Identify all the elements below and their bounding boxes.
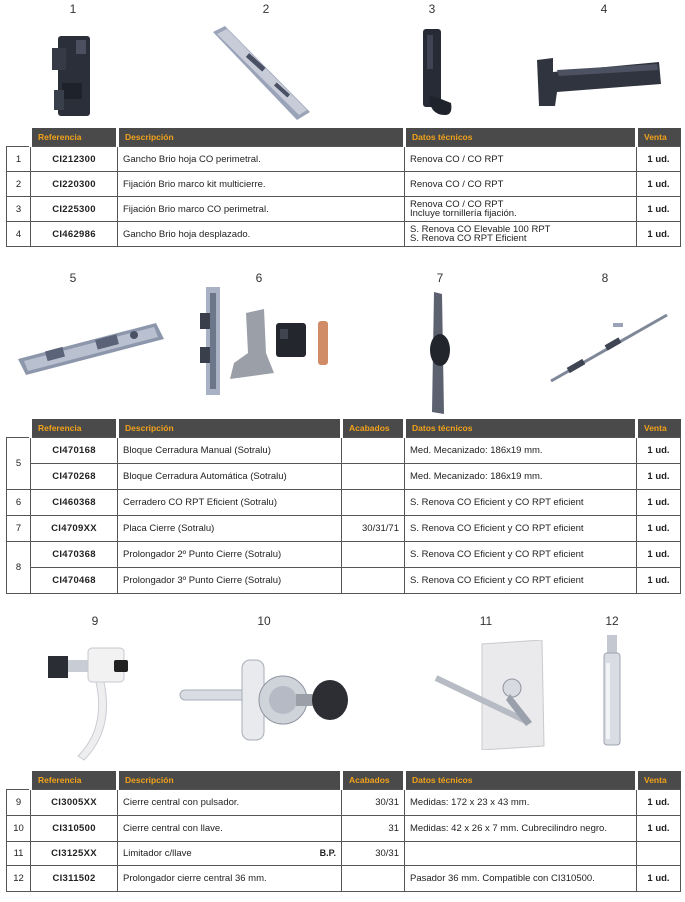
tech-line: Renova CO / CO RPT: [410, 153, 504, 165]
product-image-handle: [44, 640, 134, 765]
row-description-text: Limitador c/llave: [123, 848, 192, 859]
row-sale: 1 ud.: [637, 197, 681, 222]
row-tech: [405, 172, 637, 197]
row-sale: 1 ud.: [637, 790, 681, 816]
row-reference: CI470168: [31, 438, 118, 464]
row-tech: [405, 197, 637, 222]
header-sale: Venta: [637, 419, 681, 438]
header-sale: Venta: [637, 771, 681, 790]
row-index: 6: [7, 490, 31, 516]
tech-line: Renova CO / CO RPT: [410, 199, 504, 210]
row-reference: CI3005XX: [31, 790, 118, 816]
header-finish: Acabados: [342, 419, 405, 438]
row-reference: CI220300: [31, 172, 118, 197]
row-tech: S. Renova CO Eficient y CO RPT eficient: [405, 490, 637, 516]
product-number-11: 11: [479, 614, 493, 628]
row-index: 5: [7, 438, 31, 490]
product-number-10: 10: [257, 614, 271, 628]
table-row: [7, 147, 681, 172]
row-description: Cerradero CO RPT Eficient (Sotralu): [118, 490, 342, 516]
product-number-9: 9: [91, 614, 99, 628]
row-description: Placa Cierre (Sotralu): [118, 516, 342, 542]
row-finish: [342, 464, 405, 490]
product-image-limiter: [432, 640, 547, 750]
row-finish: [342, 866, 405, 892]
row-sale: 1 ud.: [637, 222, 681, 247]
row-tech: Medidas: 172 x 23 x 43 mm.: [405, 790, 637, 816]
row-finish: [342, 568, 405, 594]
header-desc: Descripción: [118, 771, 342, 790]
product-number-4: 4: [600, 2, 608, 16]
row-description: Bloque Cerradura Manual (Sotralu): [118, 438, 342, 464]
header-desc: Descripción: [118, 128, 405, 147]
row-sale: 1 ud.: [637, 490, 681, 516]
table-row: [7, 568, 681, 594]
row-bp-badge: B.P.: [319, 848, 336, 858]
row-reference: CI470368: [31, 542, 118, 568]
table-row: [7, 172, 681, 197]
row-reference: CI311502: [31, 866, 118, 892]
product-image-extension: [547, 305, 672, 390]
table-row: [7, 866, 681, 892]
row-sale: 1 ud.: [637, 866, 681, 892]
product-number-3: 3: [428, 2, 436, 16]
table-section-1: [6, 128, 681, 247]
table-row: [7, 816, 681, 842]
product-number-5: 5: [69, 271, 77, 285]
row-finish: 30/31: [342, 842, 405, 866]
product-image-offset-hook: [533, 50, 663, 110]
product-image-pin-extension: [598, 633, 628, 748]
row-sale: 1 ud.: [637, 542, 681, 568]
row-reference: CI3125XX: [31, 842, 118, 866]
row-description-text: Cierre central con llave.: [123, 823, 223, 834]
table-row: [7, 222, 681, 247]
row-description: [118, 790, 342, 816]
row-finish: [342, 490, 405, 516]
row-sale: 1 ud.: [637, 438, 681, 464]
row-sale: 1 ud.: [637, 816, 681, 842]
row-sale: 1 ud.: [637, 568, 681, 594]
product-number-7: 7: [436, 271, 444, 285]
header-ref: Referencia: [31, 419, 118, 438]
header-ref: Referencia: [31, 128, 118, 147]
product-image-fixing: [205, 22, 315, 122]
row-tech: [405, 147, 637, 172]
header-tech: Datos técnicos: [405, 128, 637, 147]
header-ref: Referencia: [31, 771, 118, 790]
row-index: 11: [7, 842, 31, 866]
product-image-lock-block: [16, 315, 166, 385]
row-index: 12: [7, 866, 31, 892]
row-sale: 1 ud.: [637, 464, 681, 490]
table-row: [7, 464, 681, 490]
row-description: [118, 816, 342, 842]
row-reference: CI310500: [31, 816, 118, 842]
row-reference: CI460368: [31, 490, 118, 516]
table-section-2: [6, 419, 681, 594]
row-reference: CI470468: [31, 568, 118, 594]
row-sale: 1 ud.: [637, 147, 681, 172]
row-index: 8: [7, 542, 31, 594]
row-tech: [405, 222, 637, 247]
row-tech: Med. Mecanizado: 186x19 mm.: [405, 464, 637, 490]
row-sale: 1 ud.: [637, 172, 681, 197]
header-desc: Descripción: [118, 419, 342, 438]
row-finish: [342, 438, 405, 464]
table-row: [7, 438, 681, 464]
row-reference: CI462986: [31, 222, 118, 247]
product-number-1: 1: [69, 2, 77, 16]
row-tech: [405, 842, 637, 866]
row-tech: S. Renova CO Eficient y CO RPT eficient: [405, 568, 637, 594]
row-reference: CI212300: [31, 147, 118, 172]
row-index: 7: [7, 516, 31, 542]
row-description: Gancho Brio hoja desplazado.: [118, 222, 405, 247]
row-finish: 30/31: [342, 790, 405, 816]
product-image-closing-plate: [424, 290, 454, 415]
tech-line: Renova CO / CO RPT: [410, 178, 504, 190]
row-index: 3: [7, 197, 31, 222]
row-finish: 30/31/71: [342, 516, 405, 542]
header-tech: Datos técnicos: [405, 771, 637, 790]
row-description: Fijación Brio marco kit multicierre.: [118, 172, 405, 197]
product-number-12: 12: [605, 614, 619, 628]
product-number-6: 6: [255, 271, 263, 285]
header-sale: Venta: [637, 128, 681, 147]
row-finish: 31: [342, 816, 405, 842]
row-index: 1: [7, 147, 31, 172]
row-reference: CI470268: [31, 464, 118, 490]
row-tech: Pasador 36 mm. Compatible con CI310500.: [405, 866, 637, 892]
header-finish: Acabados: [342, 771, 405, 790]
row-reference: CI4709XX: [31, 516, 118, 542]
table-row: [7, 516, 681, 542]
table-row: [7, 197, 681, 222]
row-description: Prolongador 3º Punto Cierre (Sotralu): [118, 568, 342, 594]
row-index: 10: [7, 816, 31, 842]
table-row: [7, 490, 681, 516]
product-image-frame-fixing: [415, 25, 460, 120]
table-row: [7, 842, 681, 866]
table-section-3: [6, 771, 681, 892]
row-description: Bloque Cerradura Automática (Sotralu): [118, 464, 342, 490]
row-description: Prolongador 2º Punto Cierre (Sotralu): [118, 542, 342, 568]
product-image-strike: [190, 283, 340, 398]
row-tech: Med. Mecanizado: 186x19 mm.: [405, 438, 637, 464]
row-description-text: Cierre central con pulsador.: [123, 797, 240, 808]
row-finish: [342, 542, 405, 568]
row-reference: CI225300: [31, 197, 118, 222]
row-tech: Medidas: 42 x 26 x 7 mm. Cubrecilindro negro.: [405, 816, 637, 842]
row-tech: S. Renova CO Eficient y CO RPT eficient: [405, 516, 637, 542]
row-index: 9: [7, 790, 31, 816]
row-index: 2: [7, 172, 31, 197]
table-row: [7, 542, 681, 568]
row-description: [118, 842, 342, 866]
table-header-row: [7, 128, 681, 147]
header-tech: Datos técnicos: [405, 419, 637, 438]
row-description: [118, 866, 342, 892]
product-image-key-lock: [178, 650, 358, 750]
tech-line: S. Renova CO Elevable 100 RPT: [410, 224, 551, 235]
row-description: Fijación Brio marco CO perimetral.: [118, 197, 405, 222]
table-row: [7, 790, 681, 816]
row-sale: 1 ud.: [637, 516, 681, 542]
row-description: Gancho Brio hoja CO perimetral.: [118, 147, 405, 172]
row-tech: S. Renova CO Eficient y CO RPT eficient: [405, 542, 637, 568]
product-number-2: 2: [262, 2, 270, 16]
table-header-row: [7, 419, 681, 438]
row-index: 4: [7, 222, 31, 247]
row-sale: [637, 842, 681, 866]
tech-line: S. Renova CO RPT Eficient: [410, 233, 527, 244]
tech-line: Incluye tornillería fijación.: [410, 208, 517, 219]
product-number-8: 8: [601, 271, 609, 285]
row-description-text: Prolongador cierre central 36 mm.: [123, 873, 267, 884]
table-header-row: [7, 771, 681, 790]
product-image-hook: [40, 28, 110, 120]
